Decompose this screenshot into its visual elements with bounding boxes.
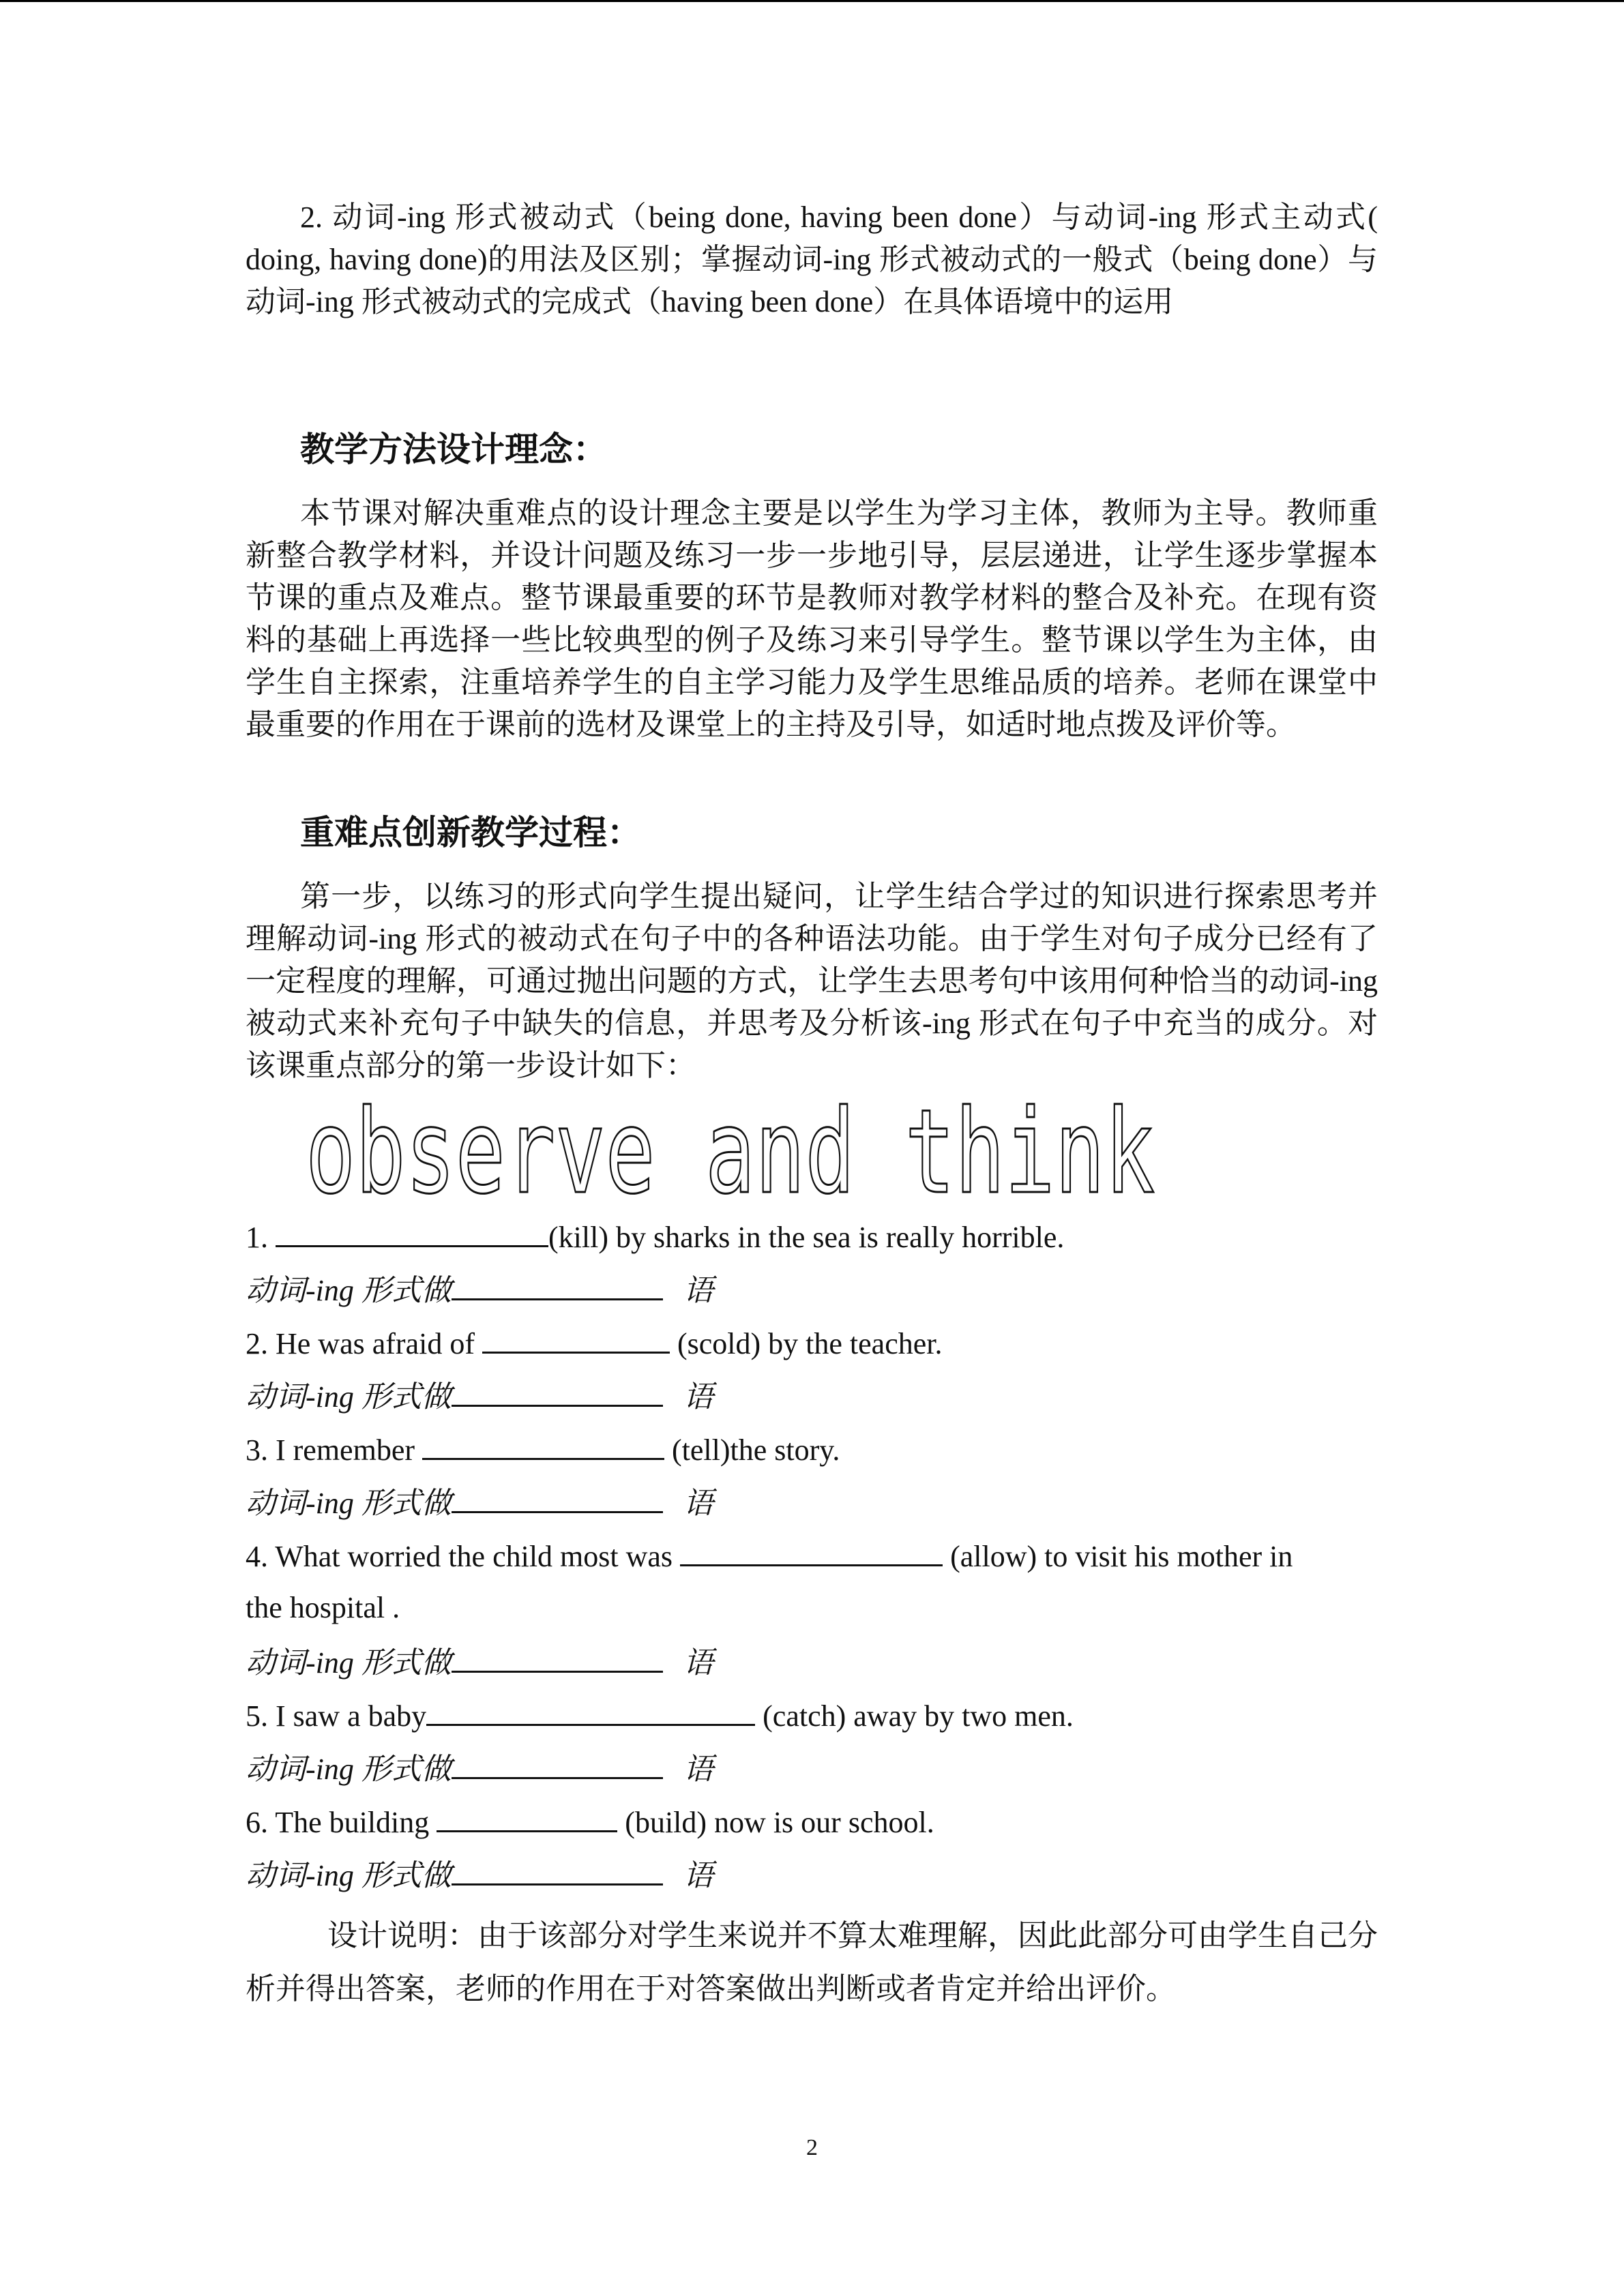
observe-think-wordart	[306, 1085, 1158, 1220]
exercise-1-blank[interactable]	[276, 1218, 548, 1247]
exercise-2-blank[interactable]	[482, 1324, 670, 1354]
exercise-2-answer	[246, 1377, 1378, 1431]
answer-suffix: 语	[683, 1859, 713, 1892]
exercise-6-before: 6. The building	[246, 1806, 437, 1839]
method-body: 本节课对解决重难点的设计理念主要是以学生为学习主体，教师为主导。教师重新整合教学材料，并设计问题及练习一步一步地引导，层层递进，让学生逐步掌握本节课的重点及难点。整节课最重要的环节是教师对教学材料的整合及补充。在现有资料的基础上再选择一些比较典型的例子及练习来引导学生。整节课以学生为主体，由学生自主探索，注重培养学生的自主学习能力及学生思维品质的培养。老师在课堂中最重要的作用在于课前的选材及课堂上的主持及引导，如适时地点拨及评价等。	[246, 496, 1378, 741]
exercise-5-answer	[246, 1750, 1378, 1803]
exercise-2-before: 2. He was afraid of	[246, 1327, 482, 1360]
exercise-1	[246, 1218, 1378, 1271]
observe-think-text: observe and think	[306, 1085, 1155, 1220]
answer-suffix: 语	[683, 1274, 713, 1307]
answer-prefix: 动词-ing 形式做	[246, 1646, 452, 1680]
exercise-1-after: (kill) by sharks in the sea is really horrible.	[548, 1221, 1065, 1254]
exercise-4	[246, 1537, 1378, 1590]
exercise-5-before: 5. I saw a baby	[246, 1699, 427, 1733]
spacer	[246, 856, 1378, 876]
exercise-3-after: (tell)the story.	[664, 1433, 840, 1467]
answer-prefix: 动词-ing 形式做	[246, 1380, 452, 1414]
exercise-6-blank[interactable]	[437, 1803, 617, 1832]
exercise-1-answer-blank[interactable]	[452, 1271, 663, 1300]
exercise-3-answer	[246, 1484, 1378, 1537]
observe-think-title	[306, 1085, 1378, 1220]
design-note: 设计说明：由于该部分对学生来说并不算太难理解，因此此部分可由学生自己分析并得出答案，老师的作用在于对答案做出判断或者肯定并给出评价。	[246, 1918, 1378, 2006]
exercise-6-after: (build) now is our school.	[617, 1806, 934, 1839]
exercise-3-before: 3. I remember	[246, 1433, 422, 1467]
answer-suffix: 语	[683, 1487, 713, 1520]
answer-prefix: 动词-ing 形式做	[246, 1859, 452, 1892]
exercise-4-after: (allow) to visit his mother in	[943, 1540, 1293, 1573]
answer-prefix: 动词-ing 形式做	[246, 1753, 452, 1786]
exercise-2-answer-blank[interactable]	[452, 1377, 663, 1407]
answer-suffix: 语	[683, 1753, 713, 1786]
answer-suffix: 语	[683, 1380, 713, 1414]
document-body	[246, 196, 1378, 2016]
exercise-6	[246, 1803, 1378, 1856]
answer-prefix: 动词-ing 形式做	[246, 1487, 452, 1520]
exercise-3-answer-blank[interactable]	[452, 1484, 663, 1513]
exercise-5-after: (catch) away by two men.	[755, 1699, 1074, 1733]
exercise-6-answer-blank[interactable]	[452, 1856, 663, 1885]
spacer	[246, 323, 1378, 426]
exercise-2	[246, 1324, 1378, 1377]
page-number: 2	[806, 2135, 818, 2160]
exercise-4-continuation: the hospital .	[246, 1591, 400, 1624]
exercise-4-before: 4. What worried the child most was	[246, 1540, 681, 1573]
process-heading: 重难点创新教学过程：	[300, 813, 641, 852]
answer-prefix: 动词-ing 形式做	[246, 1274, 452, 1307]
exercise-3	[246, 1431, 1378, 1484]
exercise-4-blank[interactable]	[680, 1537, 943, 1566]
exercise-6-answer	[246, 1856, 1378, 1909]
exercise-1-before: 1.	[246, 1221, 276, 1254]
exercise-4-answer	[246, 1643, 1378, 1697]
answer-suffix: 语	[683, 1646, 713, 1680]
exercise-5	[246, 1697, 1378, 1750]
exercise-3-blank[interactable]	[422, 1431, 664, 1460]
process-body: 第一步，以练习的形式向学生提出疑问，让学生结合学过的知识进行探索思考并理解动词-ing 形式的被动式在句子中的各种语法功能。由于学生对句子成分已经有了一定程度的理解，可通过抛出问题的方式，让学生去思考句中该用何种恰当的动词-ing 被动式来补充句子中缺失的信息，并思考及分析该-ing 形式在句子中充当的成分。对该课重点部分的第一步设计如下：	[246, 880, 1378, 1082]
exercise-2-after: (scold) by the teacher.	[669, 1327, 943, 1360]
method-heading: 教学方法设计理念：	[300, 430, 607, 469]
exercise-5-blank[interactable]	[426, 1697, 755, 1726]
exercise-1-answer	[246, 1271, 1378, 1324]
page-top-border	[0, 0, 1624, 2]
spacer	[246, 473, 1378, 492]
exercise-5-answer-blank[interactable]	[452, 1750, 663, 1779]
exercise-4-answer-blank[interactable]	[452, 1643, 663, 1673]
intro-point-2: 2. 动词-ing 形式被动式（being done, having been done）与动词-ing 形式主动式( doing, having done)的用法及区别；掌握动词-ing 形式被动式的一般式（being done）与动词-ing 形式被动式的完成式（having been done）在具体语境中的运用	[246, 200, 1378, 318]
spacer	[246, 746, 1378, 809]
